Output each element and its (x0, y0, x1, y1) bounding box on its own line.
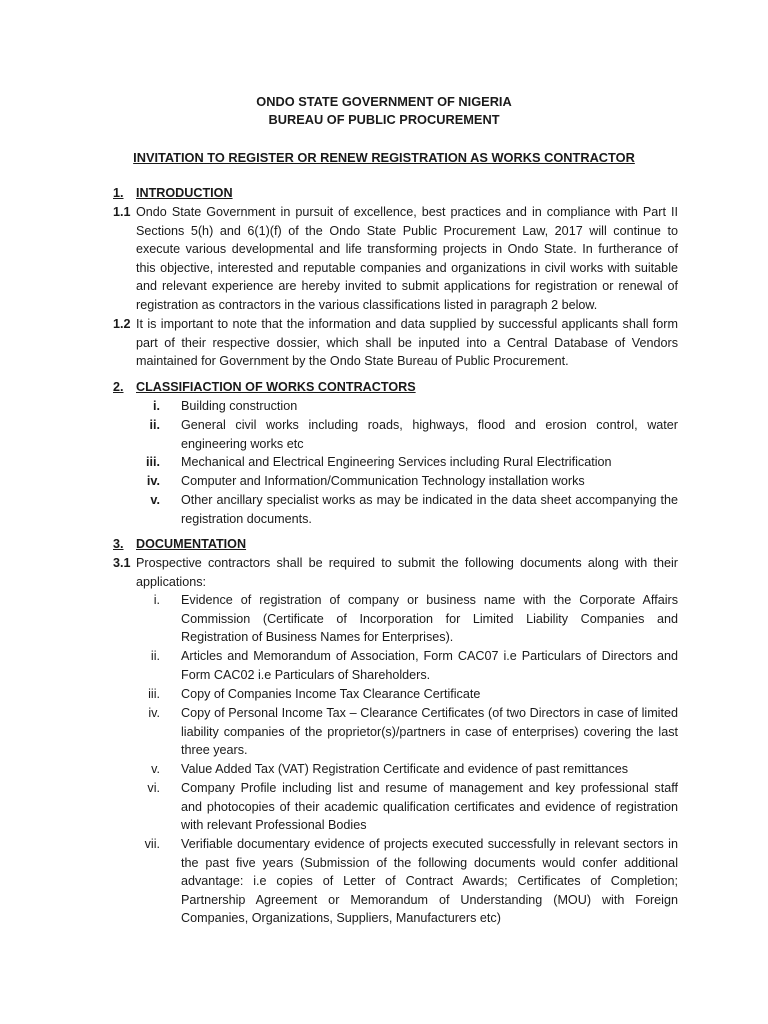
text-line: registration documents. (181, 511, 312, 526)
section-number: 3. (113, 537, 124, 551)
list-marker: ii. (150, 649, 160, 663)
text-line: Value Added Tax (VAT) Registration Certificate and evidence of past remittances (181, 762, 629, 776)
list-marker: iv. (146, 474, 160, 488)
text-line: Copy of Companies Income Tax Clearance Certificate (181, 687, 481, 701)
section-number: 1. (113, 186, 124, 200)
text-line: part of their respective dossier, which shall be inputed into a Central Database of Vendors (136, 335, 678, 350)
text-line: and relevant experience are hereby invited to submit applications for registration or renewal of (136, 279, 678, 294)
text-line: applications: (136, 574, 207, 589)
paragraph-1-2 (136, 315, 678, 371)
list-item (181, 591, 678, 647)
text-line: liability companies of the proprietor(s)/partners in case of enterprises) covering the last (181, 724, 678, 739)
list-marker: vii. (144, 837, 160, 851)
section-heading: CLASSIFIACTION OF WORKS CONTRACTORS (136, 380, 416, 394)
list-item (181, 704, 678, 760)
list-item (181, 647, 678, 684)
list-marker: iv. (148, 706, 160, 720)
text-line: General civil works including roads, highways, flood and erosion control, water (181, 418, 678, 432)
paragraph-1-1 (136, 203, 678, 315)
list-item (181, 835, 678, 928)
document-title: INVITATION TO REGISTER OR RENEW REGISTRATION AS WORKS CONTRACTOR (133, 150, 635, 165)
paragraph-number: 3.1 (113, 556, 131, 570)
text-line: Building construction (181, 399, 298, 413)
text-line: Ondo State Government in pursuit of excellence, best practices and in compliance with Part II (136, 205, 678, 219)
list-item (181, 397, 678, 416)
text-line: Sections 5(h) and 6(1)(f) of the Ondo State Public Procurement Law, 2017 will continue to (136, 223, 678, 238)
text-line: registration as contractors in the various classifications listed in paragraph 2 below. (136, 297, 598, 312)
text-line: advantage: i.e copies of Letter of Contract Awards; Certificates of Completion; (181, 874, 678, 889)
text-line: Form CAC02 i.e Particulars of Shareholders. (181, 667, 431, 682)
list-item (181, 685, 678, 704)
list-marker: v. (151, 762, 160, 776)
text-line: Articles and Memorandum of Association, Form CAC07 i.e Particulars of Directors and (181, 649, 678, 663)
text-line: three years. (181, 743, 248, 758)
text-line: Company Profile including list and resume of management and key professional staff (181, 781, 678, 795)
text-line: this objective, interested and reputable companies and organizations in civil works with suitable (136, 260, 678, 275)
section-heading: INTRODUCTION (136, 186, 233, 200)
text-line: Prospective contractors shall be required to submit the following documents along with their (136, 556, 678, 570)
text-line: execute various developmental and life transforming projects in Ondo State. In furtherance of (136, 242, 678, 257)
text-line: and photocopies of their academic qualification certificates and evidence of registration (181, 799, 678, 814)
list-marker: iii. (146, 455, 160, 469)
header-line-1: ONDO STATE GOVERNMENT OF NIGERIA (256, 94, 512, 109)
text-line: Verifiable documentary evidence of projects executed successfully in relevant sectors in (181, 837, 678, 851)
text-line: Registration of Business Names for Enterprises). (181, 630, 454, 645)
text-line: Evidence of registration of company or business name with the Corporate Affairs (181, 593, 678, 607)
text-line: It is important to note that the information and data supplied by successful applicants shall form (136, 317, 678, 331)
text-line: Partnership Agreement or Memorandum of Understanding (MOU) with Foreign (181, 892, 678, 907)
text-line: Copy of Personal Income Tax – Clearance Certificates (of two Directors in case of limited (181, 706, 678, 720)
paragraph-number: 1.2 (113, 317, 131, 331)
list-marker: v. (150, 493, 160, 507)
text-line: Companies, Organizations, Suppliers, Manufacturers etc) (181, 911, 501, 926)
text-line: the past five years (Submission of the following documents would confer additional (181, 855, 678, 870)
list-item (181, 472, 678, 491)
text-line: maintained for Government by the Ondo State Bureau of Public Procurement. (136, 354, 569, 369)
list-item (181, 491, 678, 528)
list-marker: ii. (149, 418, 160, 432)
list-marker: i. (153, 399, 160, 413)
list-item (181, 453, 678, 472)
text-line: Other ancillary specialist works as may be indicated in the data sheet accompanying the (181, 493, 678, 507)
section-heading: DOCUMENTATION (136, 537, 247, 551)
text-line: Mechanical and Electrical Engineering Services including Rural Electrification (181, 455, 612, 469)
list-item (181, 416, 678, 453)
section-number: 2. (113, 380, 124, 394)
text-line: Commission (Certificate of Incorporation for Limited Liability Companies and (181, 611, 678, 626)
list-item (181, 760, 678, 779)
text-line: Computer and Information/Communication Technology installation works (181, 474, 585, 488)
list-marker: vi. (147, 781, 160, 795)
text-line: engineering works etc (181, 436, 304, 451)
paragraph-number: 1.1 (113, 205, 131, 219)
list-item (181, 779, 678, 835)
paragraph-3-1 (136, 554, 678, 591)
header-line-2: BUREAU OF PUBLIC PROCUREMENT (268, 112, 500, 127)
list-marker: iii. (148, 687, 160, 701)
text-line: with relevant Professional Bodies (181, 818, 367, 833)
list-marker: i. (153, 593, 160, 607)
